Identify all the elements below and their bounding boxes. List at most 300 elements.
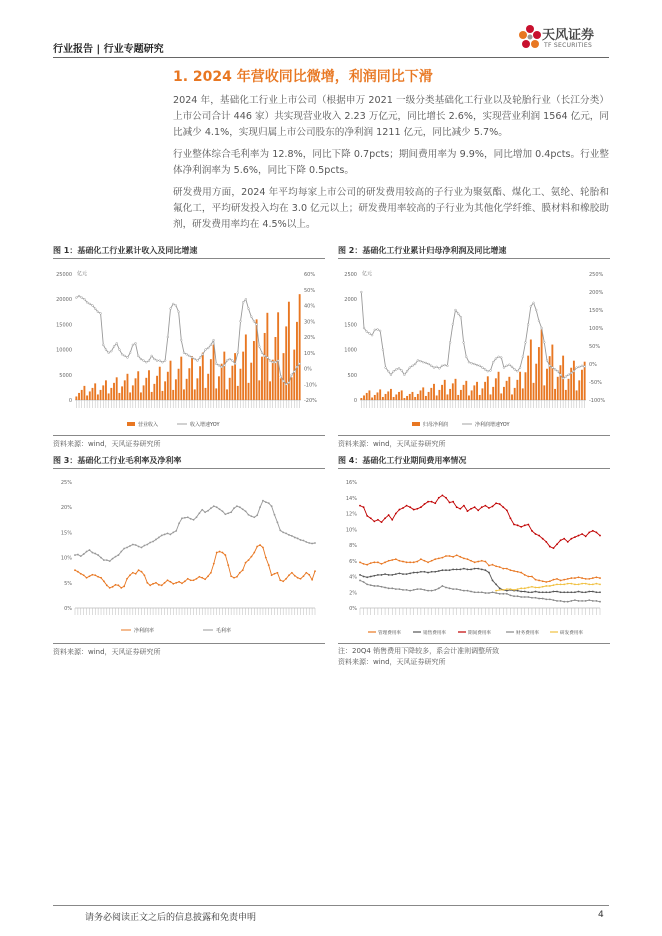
fig1-bar <box>137 371 139 400</box>
fig1-bar <box>215 388 217 400</box>
fig3-series-point <box>97 576 99 578</box>
fig2-line-point <box>482 367 484 369</box>
fig4-series-point <box>527 591 529 593</box>
fig3-series-point <box>277 572 279 574</box>
fig3-series-point <box>94 553 96 555</box>
fig4-series-point <box>502 593 504 595</box>
fig4-series-point <box>563 591 565 593</box>
fig2-ytick-left: 500 <box>347 372 357 379</box>
fig4-series-point <box>495 583 497 585</box>
fig1-line-point <box>296 366 298 368</box>
fig4-series-point <box>535 587 537 589</box>
fig4-series-point <box>556 578 558 580</box>
fig2-bar <box>465 381 467 400</box>
fig4-ytick: 6% <box>349 558 357 565</box>
fig1-line-point <box>191 357 193 359</box>
fig1-bar <box>188 368 190 400</box>
fig4-series-point <box>366 583 368 585</box>
fig4-series-point <box>459 508 461 510</box>
fig4-series-point <box>567 541 569 543</box>
fig4-series-point <box>424 589 426 591</box>
fig4-series-line <box>496 584 600 591</box>
fig4-series-point <box>359 561 361 563</box>
fig3-series-point <box>80 555 82 557</box>
fig3-series-point <box>123 585 125 587</box>
fig4-series-point <box>427 572 429 574</box>
fig1-bar <box>129 392 131 400</box>
fig4-series-point <box>445 497 447 499</box>
fig2-line-point <box>554 369 556 371</box>
fig4-series-point <box>391 587 393 589</box>
fig2-line-point <box>535 309 537 311</box>
fig1-bar <box>283 353 285 400</box>
fig4-series-point <box>545 585 547 587</box>
fig1-line-point <box>175 305 177 307</box>
fig2-ytick-right: -100% <box>589 398 606 404</box>
fig1-bar <box>100 390 102 400</box>
fig3-series-point <box>190 579 192 581</box>
fig4-series-point <box>474 561 476 563</box>
fig3-series-point <box>143 545 145 547</box>
fig4-series-point <box>416 572 418 574</box>
fig3-ytick: 15% <box>60 530 72 537</box>
fig2-bar <box>511 394 513 400</box>
fig1-bar <box>113 383 115 400</box>
fig4-series-point <box>560 600 562 602</box>
fig4-series-point <box>359 580 361 582</box>
fig3-series-point <box>230 511 232 513</box>
fig2-line-point <box>455 309 457 311</box>
fig4-series-point <box>588 532 590 534</box>
fig4-series-point <box>513 589 515 591</box>
fig4-series-point <box>513 570 515 572</box>
fig1-bar <box>207 374 209 400</box>
fig4-series-point <box>441 494 443 496</box>
fig4-series-point <box>506 509 508 511</box>
fig4-series-point <box>366 564 368 566</box>
fig3-series-point <box>216 552 218 554</box>
fig4-series-point <box>549 598 551 600</box>
fig2-line-point <box>406 370 408 372</box>
fig3-series-point <box>91 574 93 576</box>
fig4-series-point <box>441 557 443 559</box>
fig1-line-point <box>118 349 120 351</box>
fig2-bar <box>500 393 502 400</box>
fig4-series-point <box>549 580 551 582</box>
fig4-series-point <box>467 569 469 571</box>
fig1-bar <box>89 391 91 400</box>
fig3-series-point <box>158 537 160 539</box>
fig3-series-point <box>259 544 261 546</box>
fig4-series-point <box>399 560 401 562</box>
fig2-bar <box>412 392 414 400</box>
fig3-series-point <box>274 573 276 575</box>
fig1-line-point <box>143 360 145 362</box>
fig4-series-point <box>510 588 512 590</box>
fig4-series-point <box>506 568 508 570</box>
fig3-series-point <box>129 574 131 576</box>
fig2-bar <box>390 389 392 400</box>
fig1-line-point <box>137 355 139 357</box>
fig4-series-point <box>542 591 544 593</box>
fig3-series-point <box>100 557 102 559</box>
fig2-bar <box>490 394 492 400</box>
fig3-series-point <box>256 514 258 516</box>
fig2-bar <box>530 340 532 400</box>
fig4-series-point <box>545 581 547 583</box>
fig1-line-point <box>291 374 293 376</box>
fig4-series-point <box>567 601 569 603</box>
fig1-bar <box>148 370 150 400</box>
fig2-ytick-right: 50% <box>589 344 601 350</box>
fig4-series-point <box>581 577 583 579</box>
fig4-series-point <box>524 591 526 593</box>
fig4-series-point <box>470 569 472 571</box>
fig4-series-point <box>388 587 390 589</box>
fig4-series-point <box>381 574 383 576</box>
fig2-line-point <box>541 327 543 329</box>
fig3-series-point <box>271 505 273 507</box>
fig3-series-point <box>279 579 281 581</box>
fig4-series-point <box>492 506 494 508</box>
fig2-bar <box>446 394 448 400</box>
fig4-series-point <box>581 533 583 535</box>
fig1-bar <box>81 390 83 400</box>
fig2-ytick-right: 200% <box>589 290 604 296</box>
paragraph-1: 2024 年，基础化工行业上市公司（根据申万 2021 一级分类基础化工行业以及轮胎行业（长江分类）上市公司合计 446 家）共实现营业收入 2.23 万亿元，同比增长 2.6%，实现营业利润 1564 亿元，同比减少 4.1%，实现归属上市公司股东的净利润 1211 亿元，同比减少 5.7%。 <box>173 95 609 138</box>
flower-logo-icon <box>518 20 542 54</box>
fig2-bar <box>578 380 580 400</box>
fig3-series-point <box>265 501 267 503</box>
fig4-source: 资料来源：wind，天风证券研究所 <box>338 658 446 666</box>
fig2-line-point <box>490 370 492 372</box>
fig1-legend-label: 营业收入 <box>138 422 159 428</box>
fig3-series-point <box>210 572 212 574</box>
fig1-ytick-left: 20000 <box>56 297 72 304</box>
fig4-series-point <box>549 546 551 548</box>
fig4-series-point <box>567 583 569 585</box>
fig4-series-point <box>434 558 436 560</box>
fig4-top-rule <box>338 468 610 469</box>
fig1-bar <box>172 390 174 400</box>
fig4-series-point <box>588 583 590 585</box>
fig4-series-point <box>449 555 451 557</box>
fig4-series-point <box>459 556 461 558</box>
fig3-series-point <box>141 571 143 573</box>
fig4-series-point <box>391 519 393 521</box>
fig3-series-point <box>135 544 137 546</box>
fig3-series-point <box>123 548 125 550</box>
fig2-line-point <box>401 370 403 372</box>
fig3-ytick: 10% <box>60 555 72 562</box>
fig1-line-point <box>151 355 153 357</box>
fig4-series-point <box>499 589 501 591</box>
fig2-line-point <box>457 313 459 315</box>
fig2-line-point <box>465 356 467 358</box>
fig3-series-point <box>141 547 143 549</box>
fig3-series-line <box>75 545 315 588</box>
fig4-series-point <box>381 521 383 523</box>
fig1-bar <box>110 388 112 400</box>
fig3-series-line <box>75 501 315 561</box>
fig4-series-point <box>578 591 580 593</box>
fig4-series-point <box>538 598 540 600</box>
fig1-line-point <box>250 316 252 318</box>
fig3-series-point <box>294 575 296 577</box>
fig1-bar <box>264 333 266 400</box>
fig2-line-point <box>471 362 473 364</box>
fig4-series-point <box>409 572 411 574</box>
fig2-bar <box>557 377 559 400</box>
fig4-series-point <box>420 558 422 560</box>
fig4-series-point <box>563 579 565 581</box>
fig3-series-point <box>233 507 235 509</box>
fig4-series-point <box>570 583 572 585</box>
fig4-series-point <box>474 506 476 508</box>
fig2-line-point <box>562 378 564 380</box>
fig4-series-point <box>556 591 558 593</box>
fig4-series-point <box>424 571 426 573</box>
fig4-series-point <box>531 591 533 593</box>
fig4-series-point <box>424 503 426 505</box>
fig1-line-point <box>253 320 255 322</box>
fig4-series-point <box>363 576 365 578</box>
fig4-series-point <box>373 520 375 522</box>
fig3-series-point <box>300 578 302 580</box>
fig4-chart <box>338 472 610 642</box>
fig2-bar <box>473 385 475 400</box>
fig2-bar <box>385 394 387 400</box>
fig2-bar <box>417 394 419 400</box>
fig3-series-point <box>279 529 281 531</box>
fig4-series-point <box>413 572 415 574</box>
fig4-series-point <box>578 535 580 537</box>
fig4-ytick: 4% <box>349 574 357 581</box>
fig1-line-point <box>121 353 123 355</box>
fig4-series-point <box>484 505 486 507</box>
fig3-series-point <box>271 574 273 576</box>
fig1-source: 资料来源：wind，天风证券研究所 <box>53 440 161 448</box>
fig3-series-point <box>227 512 229 514</box>
fig3-series-point <box>74 569 76 571</box>
fig3-series-point <box>207 575 209 577</box>
fig4-series-point <box>431 501 433 503</box>
fig1-bar <box>248 383 250 400</box>
fig3-series-point <box>219 508 221 510</box>
fig4-series-point <box>517 524 519 526</box>
fig2-bottom-rule <box>338 435 610 436</box>
footer-disclaimer: 请务必阅读正文之后的信息披露和免责申明 <box>85 913 257 923</box>
fig4-series-point <box>488 565 490 567</box>
fig3-series-point <box>146 582 148 584</box>
fig2-bar <box>414 397 416 400</box>
fig4-series-point <box>363 506 365 508</box>
fig4-series-point <box>488 507 490 509</box>
fig4-series-point <box>599 591 601 593</box>
fig2-bar <box>565 390 567 400</box>
fig4-series-point <box>434 571 436 573</box>
fig4-series-point <box>506 588 508 590</box>
fig4-series-point <box>484 561 486 563</box>
fig2-bar <box>543 385 545 400</box>
fig4-series-point <box>517 571 519 573</box>
fig1-bar <box>75 396 77 400</box>
fig4-ytick: 2% <box>349 590 357 597</box>
fig4-series-point <box>373 575 375 577</box>
fig3-series-point <box>303 540 305 542</box>
fig4-series-point <box>463 557 465 559</box>
fig4-series-point <box>506 590 508 592</box>
fig1-top-rule <box>53 258 325 259</box>
fig4-series-point <box>441 585 443 587</box>
fig2-bar <box>433 384 435 400</box>
fig2-ytick-right: -50% <box>589 380 602 386</box>
fig3-series-point <box>224 513 226 515</box>
fig2-line-point <box>369 333 371 335</box>
fig2-line-point <box>500 357 502 359</box>
fig4-series-point <box>592 583 594 585</box>
fig2-line-point <box>425 362 427 364</box>
fig2-line-point <box>366 331 368 333</box>
fig2-line-point <box>503 367 505 369</box>
fig3-series-point <box>222 552 224 554</box>
fig3-series-point <box>305 541 307 543</box>
fig3-series-point <box>129 545 131 547</box>
fig2-line-point <box>578 366 580 368</box>
fig3-series-point <box>175 582 177 584</box>
fig4-series-point <box>366 515 368 517</box>
fig1-line-point <box>269 360 271 362</box>
fig3-series-point <box>178 581 180 583</box>
fig2-line-point <box>428 363 430 365</box>
fig4-series-point <box>531 597 533 599</box>
fig4-series-point <box>570 538 572 540</box>
fig1-line-point <box>283 380 285 382</box>
fig4-ytick: 14% <box>345 495 357 502</box>
fig2-bar <box>516 380 518 400</box>
fig1-bar <box>164 381 166 400</box>
fig2-line-point <box>551 367 553 369</box>
fig1-line-point <box>145 361 147 363</box>
fig3-series-point <box>196 578 198 580</box>
fig2-bar <box>366 393 368 400</box>
fig4-series-point <box>477 509 479 511</box>
fig3-series-point <box>291 535 293 537</box>
fig4-series-point <box>545 598 547 600</box>
fig4-series-point <box>556 600 558 602</box>
fig3-series-point <box>83 553 85 555</box>
fig1-line-point <box>210 344 212 346</box>
fig4-legend-label: 销售费用率 <box>423 631 446 636</box>
fig4-series-point <box>535 533 537 535</box>
fig1-line-point <box>94 308 96 310</box>
fig4-series-point <box>599 583 601 585</box>
fig4-series-point <box>463 590 465 592</box>
fig1-bar <box>277 312 279 400</box>
fig3-series-point <box>230 575 232 577</box>
fig2-line-point <box>420 360 422 362</box>
fig3-series-point <box>294 537 296 539</box>
fig1-line-point <box>100 312 102 314</box>
fig4-series-point <box>499 593 501 595</box>
fig4-series-point <box>452 569 454 571</box>
fig1-bar <box>167 372 169 400</box>
fig2-line-point <box>543 342 545 344</box>
fig3-ytick: 25% <box>60 480 72 486</box>
fig1-line-point <box>116 342 118 344</box>
fig4-series-point <box>553 599 555 601</box>
fig4-series-point <box>431 560 433 562</box>
fig2-bar <box>382 397 384 400</box>
fig2-line-series <box>361 292 584 378</box>
fig4-series-line <box>360 495 600 548</box>
fig3-ytick: 20% <box>60 505 72 512</box>
fig3-series-point <box>184 580 186 582</box>
fig2-bar <box>441 385 443 400</box>
fig3-series-point <box>274 514 276 516</box>
fig2-line-point <box>557 370 559 372</box>
fig2-bar <box>452 383 454 400</box>
fig1-line-point <box>266 357 268 359</box>
fig1-line-point <box>75 297 77 299</box>
fig4-series-point <box>553 579 555 581</box>
fig1-bar <box>299 294 301 400</box>
fig2-bar <box>476 382 478 400</box>
fig3-series-point <box>297 538 299 540</box>
fig4-series-point <box>384 561 386 563</box>
fig3-series-point <box>91 552 93 554</box>
fig1-ytick-right: 0% <box>304 366 312 373</box>
fig2-bar <box>449 389 451 400</box>
fig2-line-point <box>492 361 494 363</box>
fig1-bar <box>116 377 118 400</box>
fig2-line-point <box>449 342 451 344</box>
fig3-series-point <box>117 584 119 586</box>
fig3-series-point <box>80 573 82 575</box>
fig3-series-point <box>190 518 192 520</box>
fig4-ytick: 12% <box>345 511 357 518</box>
fig1-line-point <box>113 346 115 348</box>
fig4-series-point <box>599 601 601 603</box>
fig4-series-point <box>434 589 436 591</box>
fig3-series-point <box>250 515 252 517</box>
fig3-series-point <box>305 572 307 574</box>
fig4-series-point <box>470 591 472 593</box>
fig4-series-point <box>438 497 440 499</box>
fig4-series-point <box>531 586 533 588</box>
fig3-series-point <box>227 564 229 566</box>
fig1-ytick-right: -20% <box>304 398 317 404</box>
fig2-bar <box>519 372 521 400</box>
fig2-line-point <box>581 365 583 367</box>
fig2-line-point <box>519 367 521 369</box>
fig3-series-point <box>146 544 148 546</box>
fig3-series-point <box>198 512 200 514</box>
paragraph-3: 研发费用方面，2024 年平均每家上市公司的研发费用较高的子行业为聚氨酯、煤化工、氨纶、轮胎和氟化工，平均研发投入均在 3.0 亿元以上；研发费用率较高的子行业为其他化学纤维、膜材料和橡胶助剂，研发费用率均在 4.5%以上。 <box>173 187 609 230</box>
fig3-series-point <box>175 530 177 532</box>
fig1-bar <box>274 337 276 400</box>
fig4-series-point <box>538 535 540 537</box>
fig3-series-point <box>288 574 290 576</box>
fig2-bar <box>368 390 370 400</box>
fig3-ytick: 0% <box>64 606 72 612</box>
fig1-bar <box>250 363 252 400</box>
fig4-series-point <box>574 577 576 579</box>
fig4-series-point <box>402 573 404 575</box>
fig1-bar <box>140 392 142 400</box>
fig3-series-point <box>207 510 209 512</box>
fig3-series-point <box>97 554 99 556</box>
